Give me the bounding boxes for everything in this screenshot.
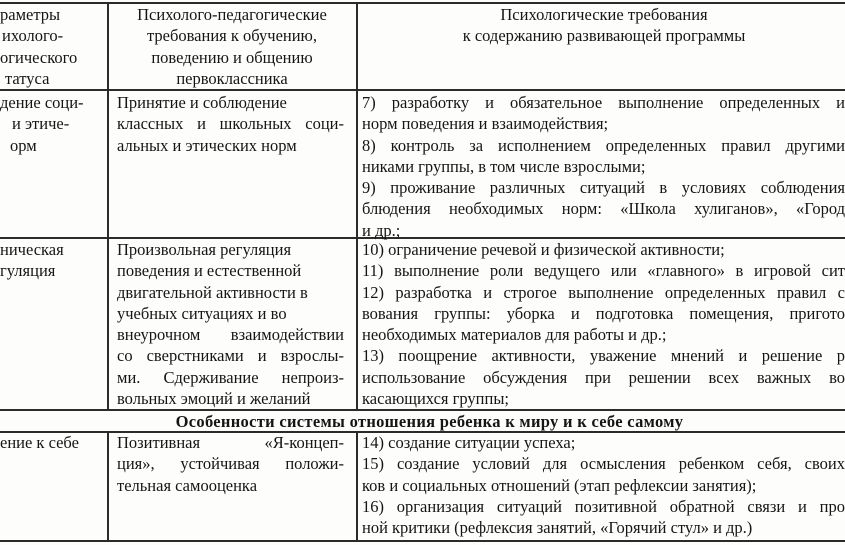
header-program-line: к содержанию развивающей программы xyxy=(462,26,746,46)
program-line: 12) разработка и строгое выполнение определенных правил с xyxy=(362,282,845,302)
requirement-line: ми. Сдерживание непроиз- xyxy=(117,367,344,387)
row-norms-parameter-cell xyxy=(0,92,106,156)
program-line: вования группы: уборка и подготовка помещения, пригото xyxy=(362,303,845,323)
row-norms-requirement-cell xyxy=(117,92,344,156)
requirement-line: поведения и естественной xyxy=(117,261,302,281)
program-line: 11) выполнение роли ведущего или «главного» в игровой сит xyxy=(362,261,845,281)
header-parameters-line: татуса xyxy=(5,68,50,88)
header-pedagogical-line: первоклассника xyxy=(176,68,288,88)
requirement-line: со сверстниками и взрослы- xyxy=(117,346,344,366)
program-line: 7) разработку и обязательное выполнение определенных и xyxy=(362,93,845,112)
row-norms-program-cell xyxy=(362,92,845,241)
parameter-line: ническая xyxy=(0,240,64,259)
program-line: 13) поощрение активности, уважение мнений и решение р xyxy=(362,346,845,366)
parameter-line: гуляция xyxy=(0,261,56,281)
program-line: и др.; xyxy=(362,220,401,240)
program-line: касающихся группы; xyxy=(362,389,509,409)
program-line: необходимых материалов для работы и др.; xyxy=(362,325,667,345)
header-parameters-cell xyxy=(0,4,106,89)
program-line: 15) создание условий для осмысления ребенком себя, своих xyxy=(362,454,845,474)
row-self-parameter-cell xyxy=(0,432,106,453)
program-line: 9) проживание различных ситуаций в условиях соблюдения xyxy=(362,178,845,198)
parameter-line: ение к себе xyxy=(0,433,79,452)
requirement-line: классных и школьных соци- xyxy=(117,114,344,134)
header-pedagogical-line: поведению и общению xyxy=(151,47,313,67)
header-parameters-line: огического xyxy=(0,47,78,67)
program-line: использование обсуждения при решении всех важных во xyxy=(362,367,845,387)
program-line: ной критики (рефлексия занятий, «Горячий стул» и др.) xyxy=(362,518,753,538)
requirement-line: Произвольная регуляция xyxy=(117,240,292,259)
requirement-line: Принятие и соблюдение xyxy=(117,93,287,112)
program-line: никами группы, в том числе взрослыми; xyxy=(362,156,646,176)
parameter-line: и этиче- xyxy=(12,114,70,134)
program-line: 10) ограничение речевой и физической активности; xyxy=(362,240,725,259)
program-line: норм поведения и взаимодействия; xyxy=(362,114,609,134)
program-line: 14) создание ситуации успеха; xyxy=(362,433,576,452)
program-line: 16) организация ситуаций позитивной обратной связи и про xyxy=(362,496,845,516)
parameter-line: дение соци- xyxy=(0,93,84,112)
requirement-line: ция», устойчивая положи- xyxy=(117,454,344,474)
program-line: 8) контроль за исполнением определенных правил другими xyxy=(362,135,845,155)
program-line: блюдения необходимых норм: «Школа хулиганов», «Город xyxy=(362,199,845,219)
requirement-line: вольных эмоций и желаний xyxy=(117,389,311,409)
section-heading: Особенности системы отношения ребенка к миру и к себе самому xyxy=(175,412,684,431)
requirement-line: учебных ситуациях и во xyxy=(117,303,287,323)
row-regulation-parameter-cell xyxy=(0,239,106,282)
program-line: ков и социальных отношений (этап рефлексии занятия); xyxy=(362,475,757,495)
header-pedagogical-line: требования к обучению, xyxy=(146,26,318,46)
requirement-line: Позитивная «Я-концеп- xyxy=(117,433,344,452)
row-regulation-program-cell xyxy=(362,239,845,409)
parameter-line: орм xyxy=(10,135,37,155)
column-divider-1-lower xyxy=(107,431,109,541)
requirement-line: двигательной активности в xyxy=(117,282,308,302)
requirement-line: внеурочном взаимодействии xyxy=(117,325,344,345)
requirement-line: альных и этических норм xyxy=(117,135,297,155)
row-self-requirement-cell xyxy=(117,432,344,496)
header-program-requirements-cell xyxy=(363,4,845,47)
header-program-line: Психологические требования xyxy=(500,5,708,24)
column-divider-2 xyxy=(356,2,358,410)
header-bottom-border xyxy=(0,89,845,91)
table-bottom-border xyxy=(0,540,845,542)
header-pedagogical-line: Психолого-педагогические xyxy=(137,5,327,24)
requirement-line: тельная самооценка xyxy=(117,475,258,495)
row-regulation-requirement-cell xyxy=(117,239,344,409)
column-divider-2-lower xyxy=(356,431,358,541)
header-parameters-line: ихолого- xyxy=(2,26,64,46)
row-self-program-cell xyxy=(362,432,845,538)
header-pedagogical-requirements-cell xyxy=(108,4,356,89)
header-parameters-line: раметры xyxy=(0,5,61,24)
